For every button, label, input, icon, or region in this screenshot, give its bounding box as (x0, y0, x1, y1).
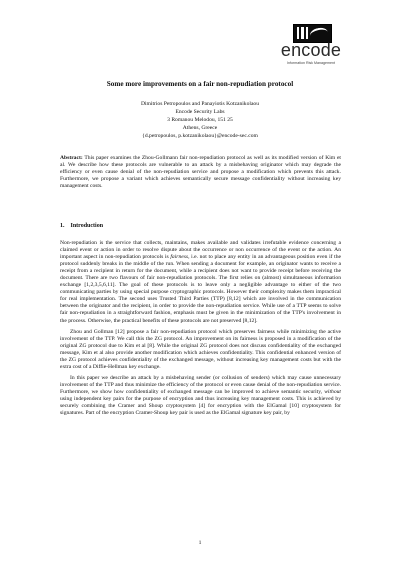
section-number: 1. (60, 223, 65, 229)
logo-tagline: Information Risk Management (287, 61, 335, 65)
page-number: 1 (198, 540, 202, 546)
body-text (60, 240, 341, 421)
section-heading (60, 222, 340, 230)
paper-title: Some more improvements on a fair non-repudiation protocol (106, 80, 294, 88)
encode-logo (279, 24, 343, 72)
section-title: Introduction (70, 223, 104, 229)
author-city: Athens, Greece (182, 125, 218, 131)
logo-wordmark: encode (280, 40, 342, 60)
paragraph-2: Zhou and Gollman [12] propose a fair non-repudiation protocol which preserves fairness while minimizing the active involvement of the TTP. We call this the ZG protocol. An improvement on its fairness is proposed in a modification of the original ZG protocol due to Kim et al [8]. While the original ZG protocol does not discuss confidentiality of the exchanged message, Kim et al also provide another modification which achieves confidentiality. This confidential enhanced version of the ZG protocol achieves confidentiality of the exchanged message, without increasing key management costs but with the extra cost of a Diffie-Hellman key exchange. (60, 328, 341, 370)
abstract-label: Abstract: (60, 155, 83, 161)
abstract-text: This paper examines the Zhou-Gollmann fair non-repudiation protocol as well as its modified version of Kim et al. We describe how these protocols are vulnerable to an attack by a misbehaving originator which may degrade the efficiency or even cause denial of the non-repudiation service and propose a modification which prevents this attack. Furthermore, we propose a variant which achieves semantically secure message confidentiality without increasing key management costs. (60, 155, 341, 190)
paragraph-1: Non-repudiation is the service that collects, maintains, makes available and validates irrefutable evidence concerning a claimed event or action in order to resolve dispute about the occurrence or non occurrence of the event or the action. An important aspect in non-repudiation protocols is fairness, i.e. not to place any entity in an advantageous position even if the protocol suddenly breaks in the middle of the run. When sending a document for example, an originator wants to receive a receipt from a recipient in return for the document, while a recipient does not want to provide receipt before receiving the document. There are two flavours of fair non-repudiation protocols. The first relies on (almost) simultaneous information exchange [1,2,3,5,6,11]. The goal of these protocols is to leave only a negligible advantage to either of the two communicating parties by using special purpose cryptographic protocols. However their complexity makes them impractical for real implementation. The second uses Trusted Third Parties (TTP) [8,12] which are involved in the communication between the originator and the recipient, in order to provide the non-repudiation service. While use of a TTP seems to solve fair non-repudiation in a straightforward fashion, emphasis must be given in the minimization of the TTP's involvement in the process. Otherwise, the practical benefits of these protocols are not preserved [8,12]. (60, 240, 341, 324)
emphasis-fairness: fairness (170, 254, 189, 261)
abstract (60, 155, 341, 190)
author-street: 3 Romanou Melodou, 151 25 (167, 117, 233, 123)
author-emails: {d.petropoulos, p.kotzanikolaou}@encode-sec.com (142, 133, 258, 139)
emphasis-without: without (324, 388, 341, 395)
author-organization: Encode Security Labs (175, 109, 225, 115)
author-names: Dimitrios Petropoulos and Panayiotis Kotzanikolaou (140, 101, 260, 107)
paragraph-3: In this paper we describe an attack by a misbehaving sender (or collusion of senders) which may cause unnecessary involvement of the TTP and thus minimize the efficiency of the protocol or even cause denial of the non-repudiation service. Furthermore, we show how confidentiality of exchanged message can be improved to achieve semantic security, without using independent key pairs for the purpose of encryption and thus increasing key management costs. This is achieved by securely combining the Cramer and Shoup cryptosystem [4] for encryption with the ElGamal [10] cryptosystem for signatures. Part of the encryption Cramer-Shoup key pair is used as the ElGamal signature key pair, by (60, 374, 341, 417)
author-block (60, 100, 340, 140)
